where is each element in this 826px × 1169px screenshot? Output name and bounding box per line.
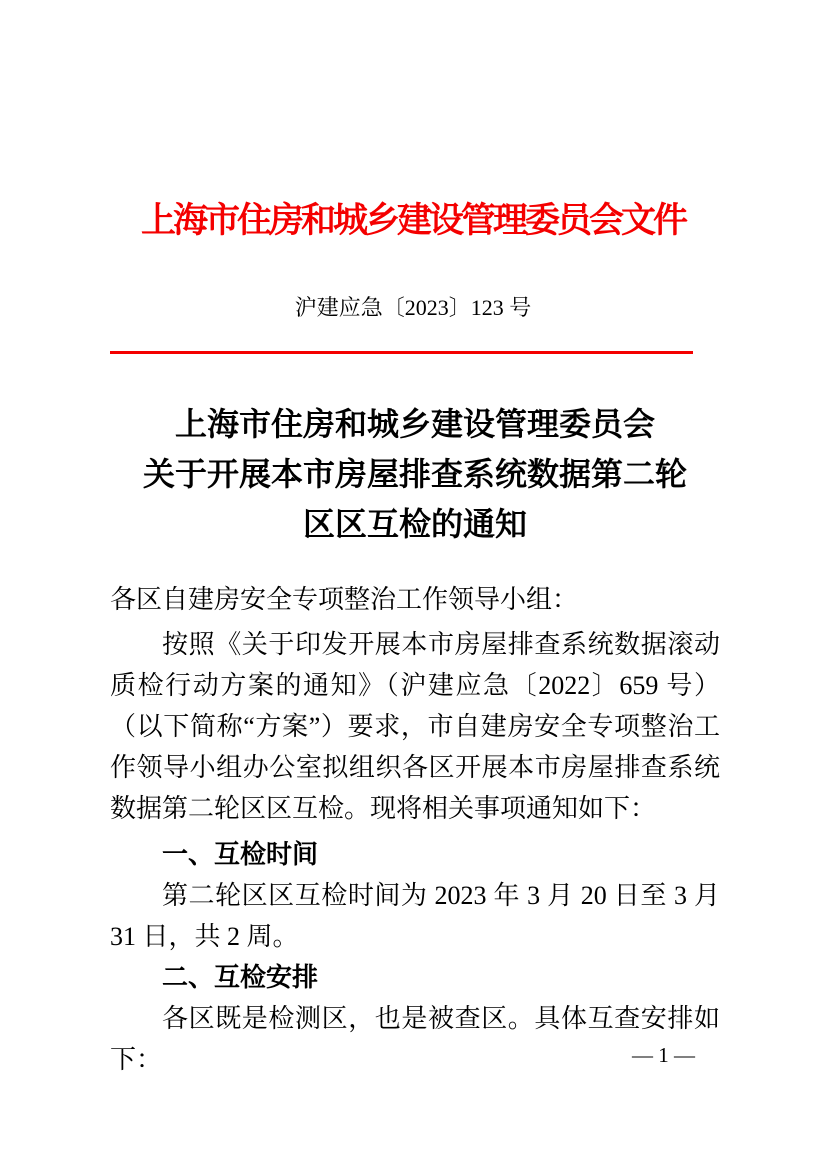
section-2-text: 各区既是检测区，也是被查区。具体互查安排如下： — [110, 1004, 720, 1074]
document-title-line-2: 关于开展本市房屋排查系统数据第二轮 — [142, 456, 687, 492]
document-title-line-1: 上海市住房和城乡建设管理委员会 — [174, 406, 655, 442]
document-body — [110, 579, 720, 1080]
salutation: 各区自建房安全专项整治工作领导小组： — [110, 585, 579, 614]
document-number: 沪建应急〔2023〕123 号 — [294, 295, 532, 320]
intro-paragraph: 按照《关于印发开展本市房屋排查系统数据滚动质检行动方案的通知》（沪建应急〔2022〕659 号）（以下简称“方案”）要求，市自建房安全专项整治工作领导小组办公室拟组织各区开展本市房屋排查系统数据第二轮区区互检。现将相关事项通知如下： — [110, 630, 720, 823]
page-number: — 1 — — [632, 1043, 695, 1067]
red-divider-line — [110, 351, 693, 354]
letterhead-title: 上海市住房和城乡建设管理委员会文件 — [140, 201, 685, 240]
section-1-heading: 一、互检时间 — [162, 839, 319, 869]
document-title-line-3: 区区互检的通知 — [302, 506, 527, 542]
section-1-text: 第二轮区区互检时间为 2023 年 3 月 20 日至 3 月 31 日，共 2 周。 — [110, 881, 720, 951]
document-title — [110, 399, 720, 549]
section-2-heading: 二、互检安排 — [162, 962, 319, 992]
